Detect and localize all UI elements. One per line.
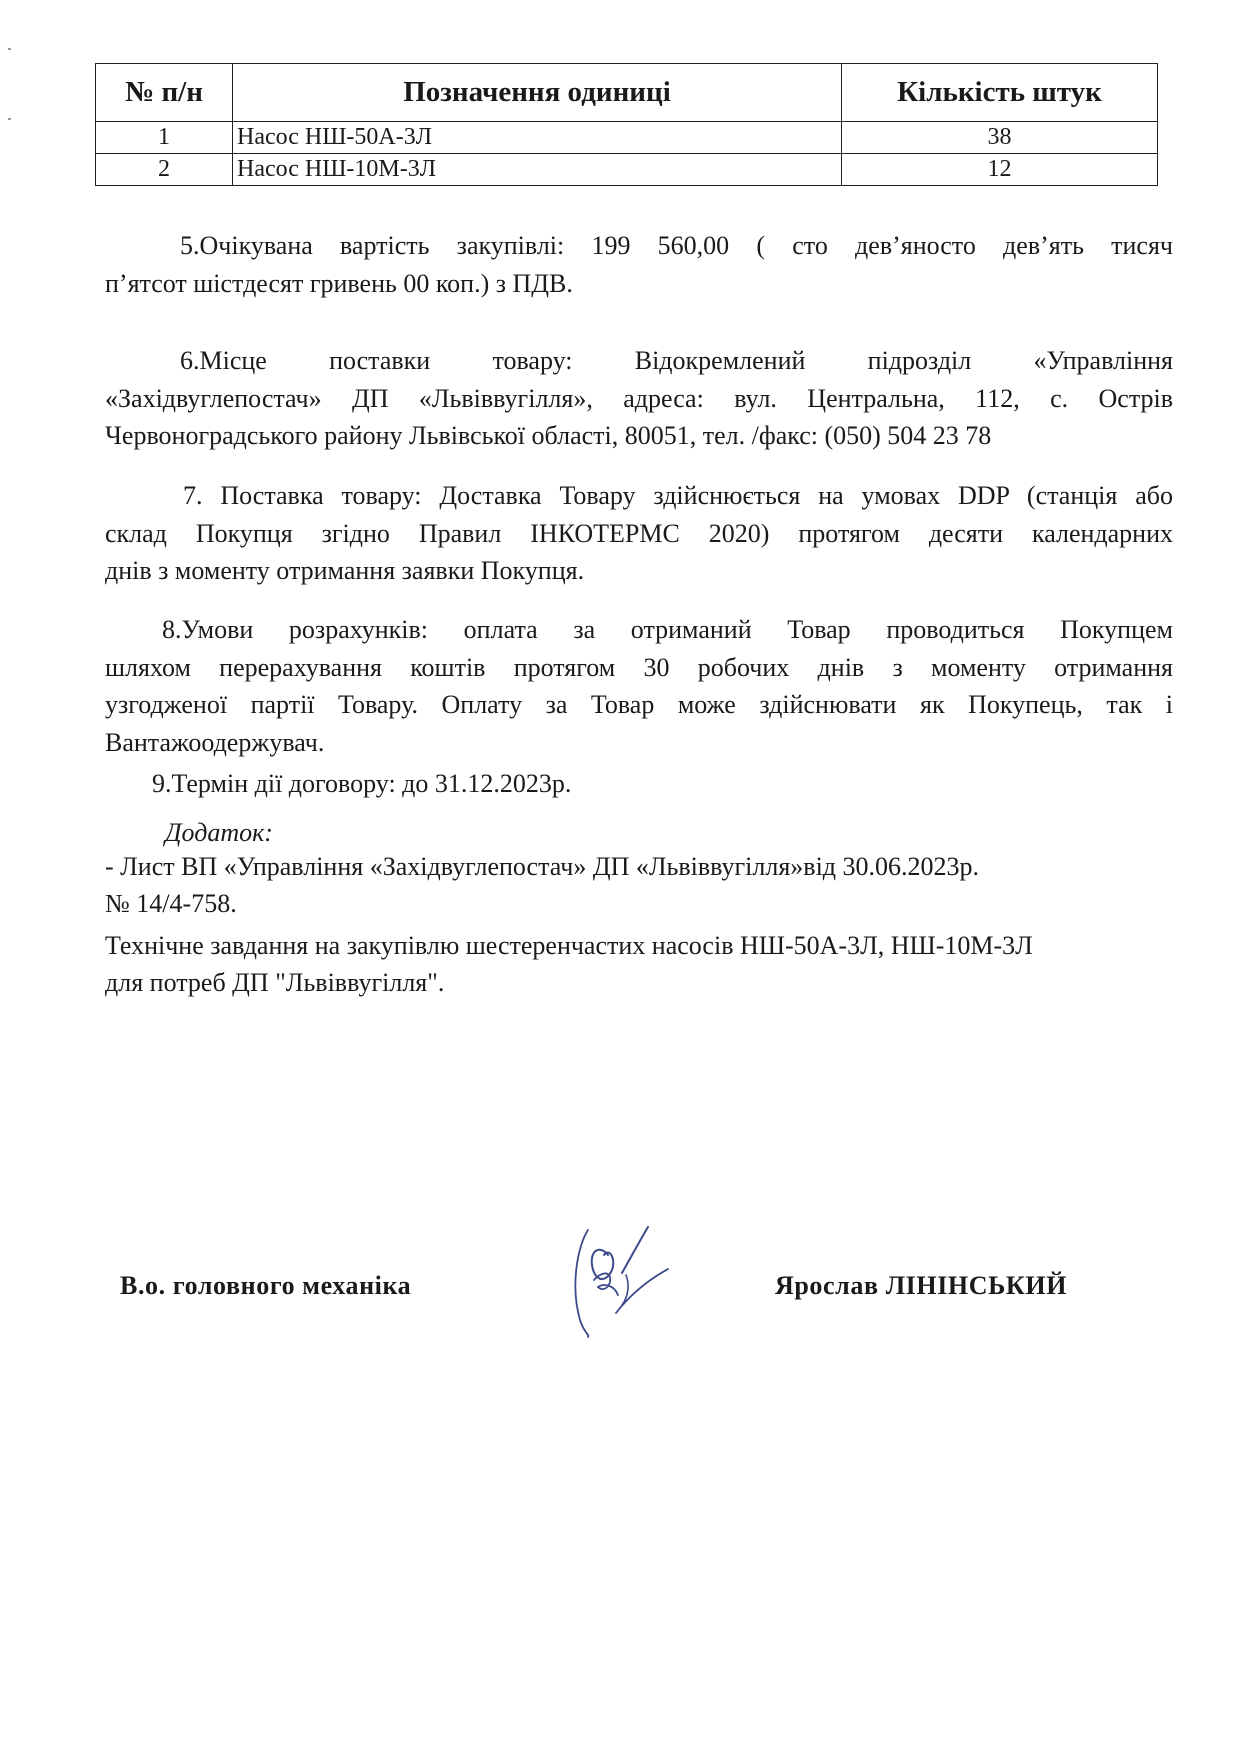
table-header-row [96,64,1158,122]
handwritten-signature [560,1225,680,1340]
signer-name: Ярослав ЛІНІНСЬКИЙ [775,1271,1068,1300]
row-item-name: Насос НШ-10М-3Л [233,154,842,186]
header-number: № п/н [96,64,233,122]
table-row [96,122,1158,154]
items-table [95,63,1158,186]
attachment-line: № 14/4-758. [105,889,237,918]
header-quantity: Кількість штук [842,64,1158,122]
paragraph-line: 9.Термін дії договору: до 31.12.2023р. [152,769,572,798]
paragraph-contract-term [105,765,1173,803]
paragraph-payment-terms [105,611,1173,761]
paragraph-line: 5.Очікувана вартість закупівлі: 199 560,00 ( сто дев’яносто дев’ять тисяч [180,231,1173,260]
attachment-line: - Лист ВП «Управління «Західвуглепостач» ДП «Львіввугілля»від 30.06.2023р. [105,852,980,881]
header-item-name: Позначення одиниці [233,64,842,122]
scan-speck [8,48,11,50]
paragraph-line: днів з моменту отримання заявки Покупця. [105,556,585,585]
attachment-line: Технічне завдання на закупівлю шестеренчастих насосів НШ-50А-3Л, НШ-10М-3Л [105,931,1033,960]
signer-position: В.о. головного механіка [120,1271,412,1300]
paragraph-line: Вантажоодержувач. [105,727,325,757]
attachment-line: для потреб ДП "Львіввугілля". [105,968,445,997]
paragraph-line: 6.Місце поставки товару: Відокремлений підрозділ «Управління [180,346,1173,375]
paragraph-line: шляхом перерахування коштів протягом 30 робочих днів з моменту отримання [105,652,1173,682]
paragraph-line: 8.Умови розрахунків: оплата за отриманий Товар проводиться Покупцем [162,615,1173,644]
paragraph-line: 7. Поставка товару: Доставка Товару здійснюється на умовах DDP (станція або [183,481,1173,510]
attachment-title: Додаток: [165,818,273,847]
paragraph-line: склад Покупця згідно Правил ІНКОТЕРМС 2020) протягом десяти календарних [105,518,1173,548]
table-row [96,154,1158,186]
paragraph-delivery-terms [105,477,1173,590]
paragraph-line: «Західвуглепостач» ДП «Львіввугілля», адреса: вул. Центральна, 112, с. Острів [105,383,1173,413]
row-item-name: Насос НШ-50А-3Л [233,122,842,154]
paragraph-expected-cost [105,227,1173,302]
row-number: 1 [96,122,233,154]
scan-speck [8,118,11,120]
row-quantity: 12 [842,154,1158,186]
paragraph-line: узгодженої партії Товару. Оплату за Товар може здійснювати як Покупець, так і [105,690,1173,719]
paragraph-line: Червоноградського району Львівської області, 80051, тел. /факс: (050) 504 23 78 [105,421,992,450]
paragraph-line: п’ятсот шістдесят гривень 00 коп.) з ПДВ. [105,268,573,298]
paragraph-delivery-place [105,342,1173,455]
row-number: 2 [96,154,233,186]
row-quantity: 38 [842,122,1158,154]
